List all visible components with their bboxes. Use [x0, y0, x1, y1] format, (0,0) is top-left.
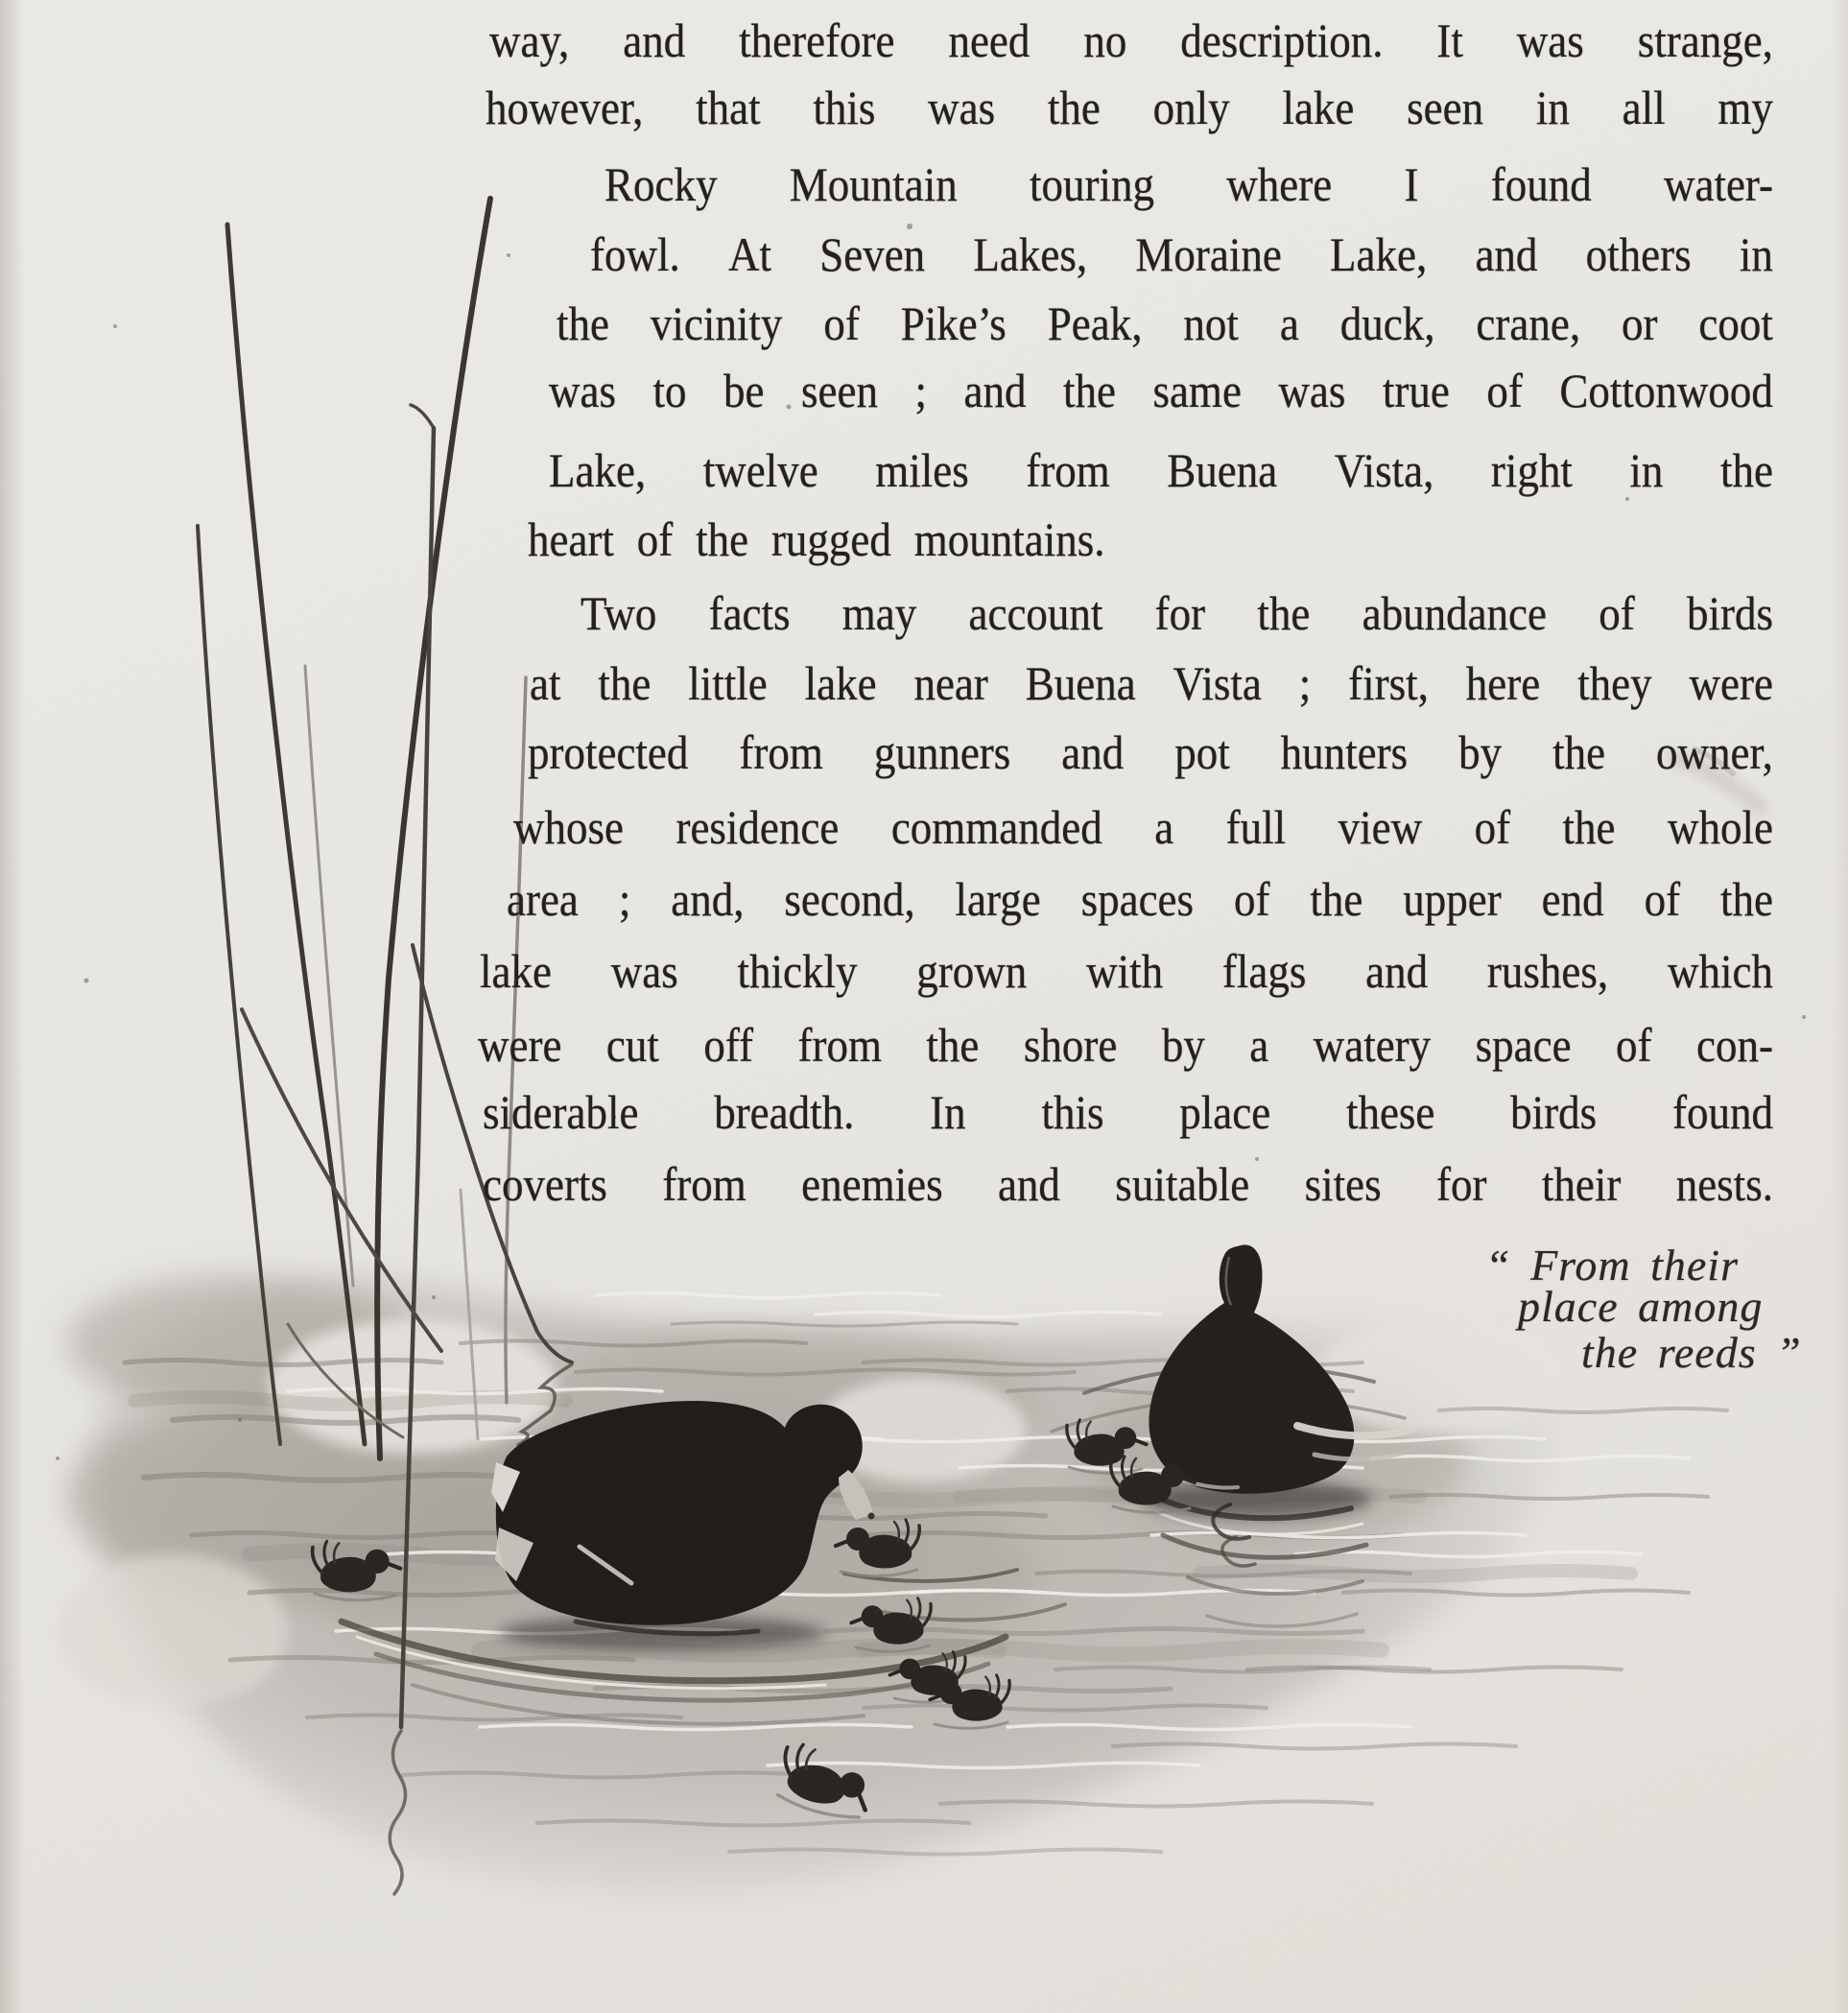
text-line: coverts from enemies and suitable sites for their nests.	[483, 1157, 1773, 1211]
text-line: Rocky Mountain touring where I found water-	[604, 157, 1773, 211]
text-line: the vicinity of Pike’s Peak, not a duck, crane, or coot	[557, 296, 1773, 350]
text-line: however, that this was the only lake seen in all my	[486, 81, 1773, 134]
text-line: was to be seen ; and the same was true of Cottonwood	[549, 364, 1773, 417]
text-line: were cut off from the shore by a watery space of con-	[478, 1018, 1773, 1072]
text-line: protected from gunners and pot hunters by the owner,	[528, 725, 1773, 779]
text-line: way, and therefore need no description. It was strange,	[489, 13, 1773, 67]
text-line: whose residence commanded a full view of the whole	[513, 800, 1773, 854]
text-line: siderable breadth. In this place these birds found	[483, 1085, 1773, 1139]
text-line: at the little lake near Buena Vista ; first, here they were	[530, 656, 1773, 710]
text-line: Lake, twelve miles from Buena Vista, right in the	[549, 443, 1773, 497]
text-line: fowl. At Seven Lakes, Moraine Lake, and others in	[590, 227, 1773, 281]
illustration-caption-line: the reeds ”	[1581, 1328, 1802, 1377]
text-line: area ; and, second, large spaces of the upper end of the	[507, 872, 1773, 926]
illustration-caption-line: place among	[1518, 1282, 1764, 1331]
text-line: lake was thickly grown with flags and rushes, which	[480, 944, 1773, 998]
text-line: heart of the rugged mountains.	[528, 512, 1105, 566]
text-line: Two facts may account for the abundance of birds	[580, 586, 1773, 640]
illustration-caption-line: “ From their	[1485, 1241, 1739, 1290]
